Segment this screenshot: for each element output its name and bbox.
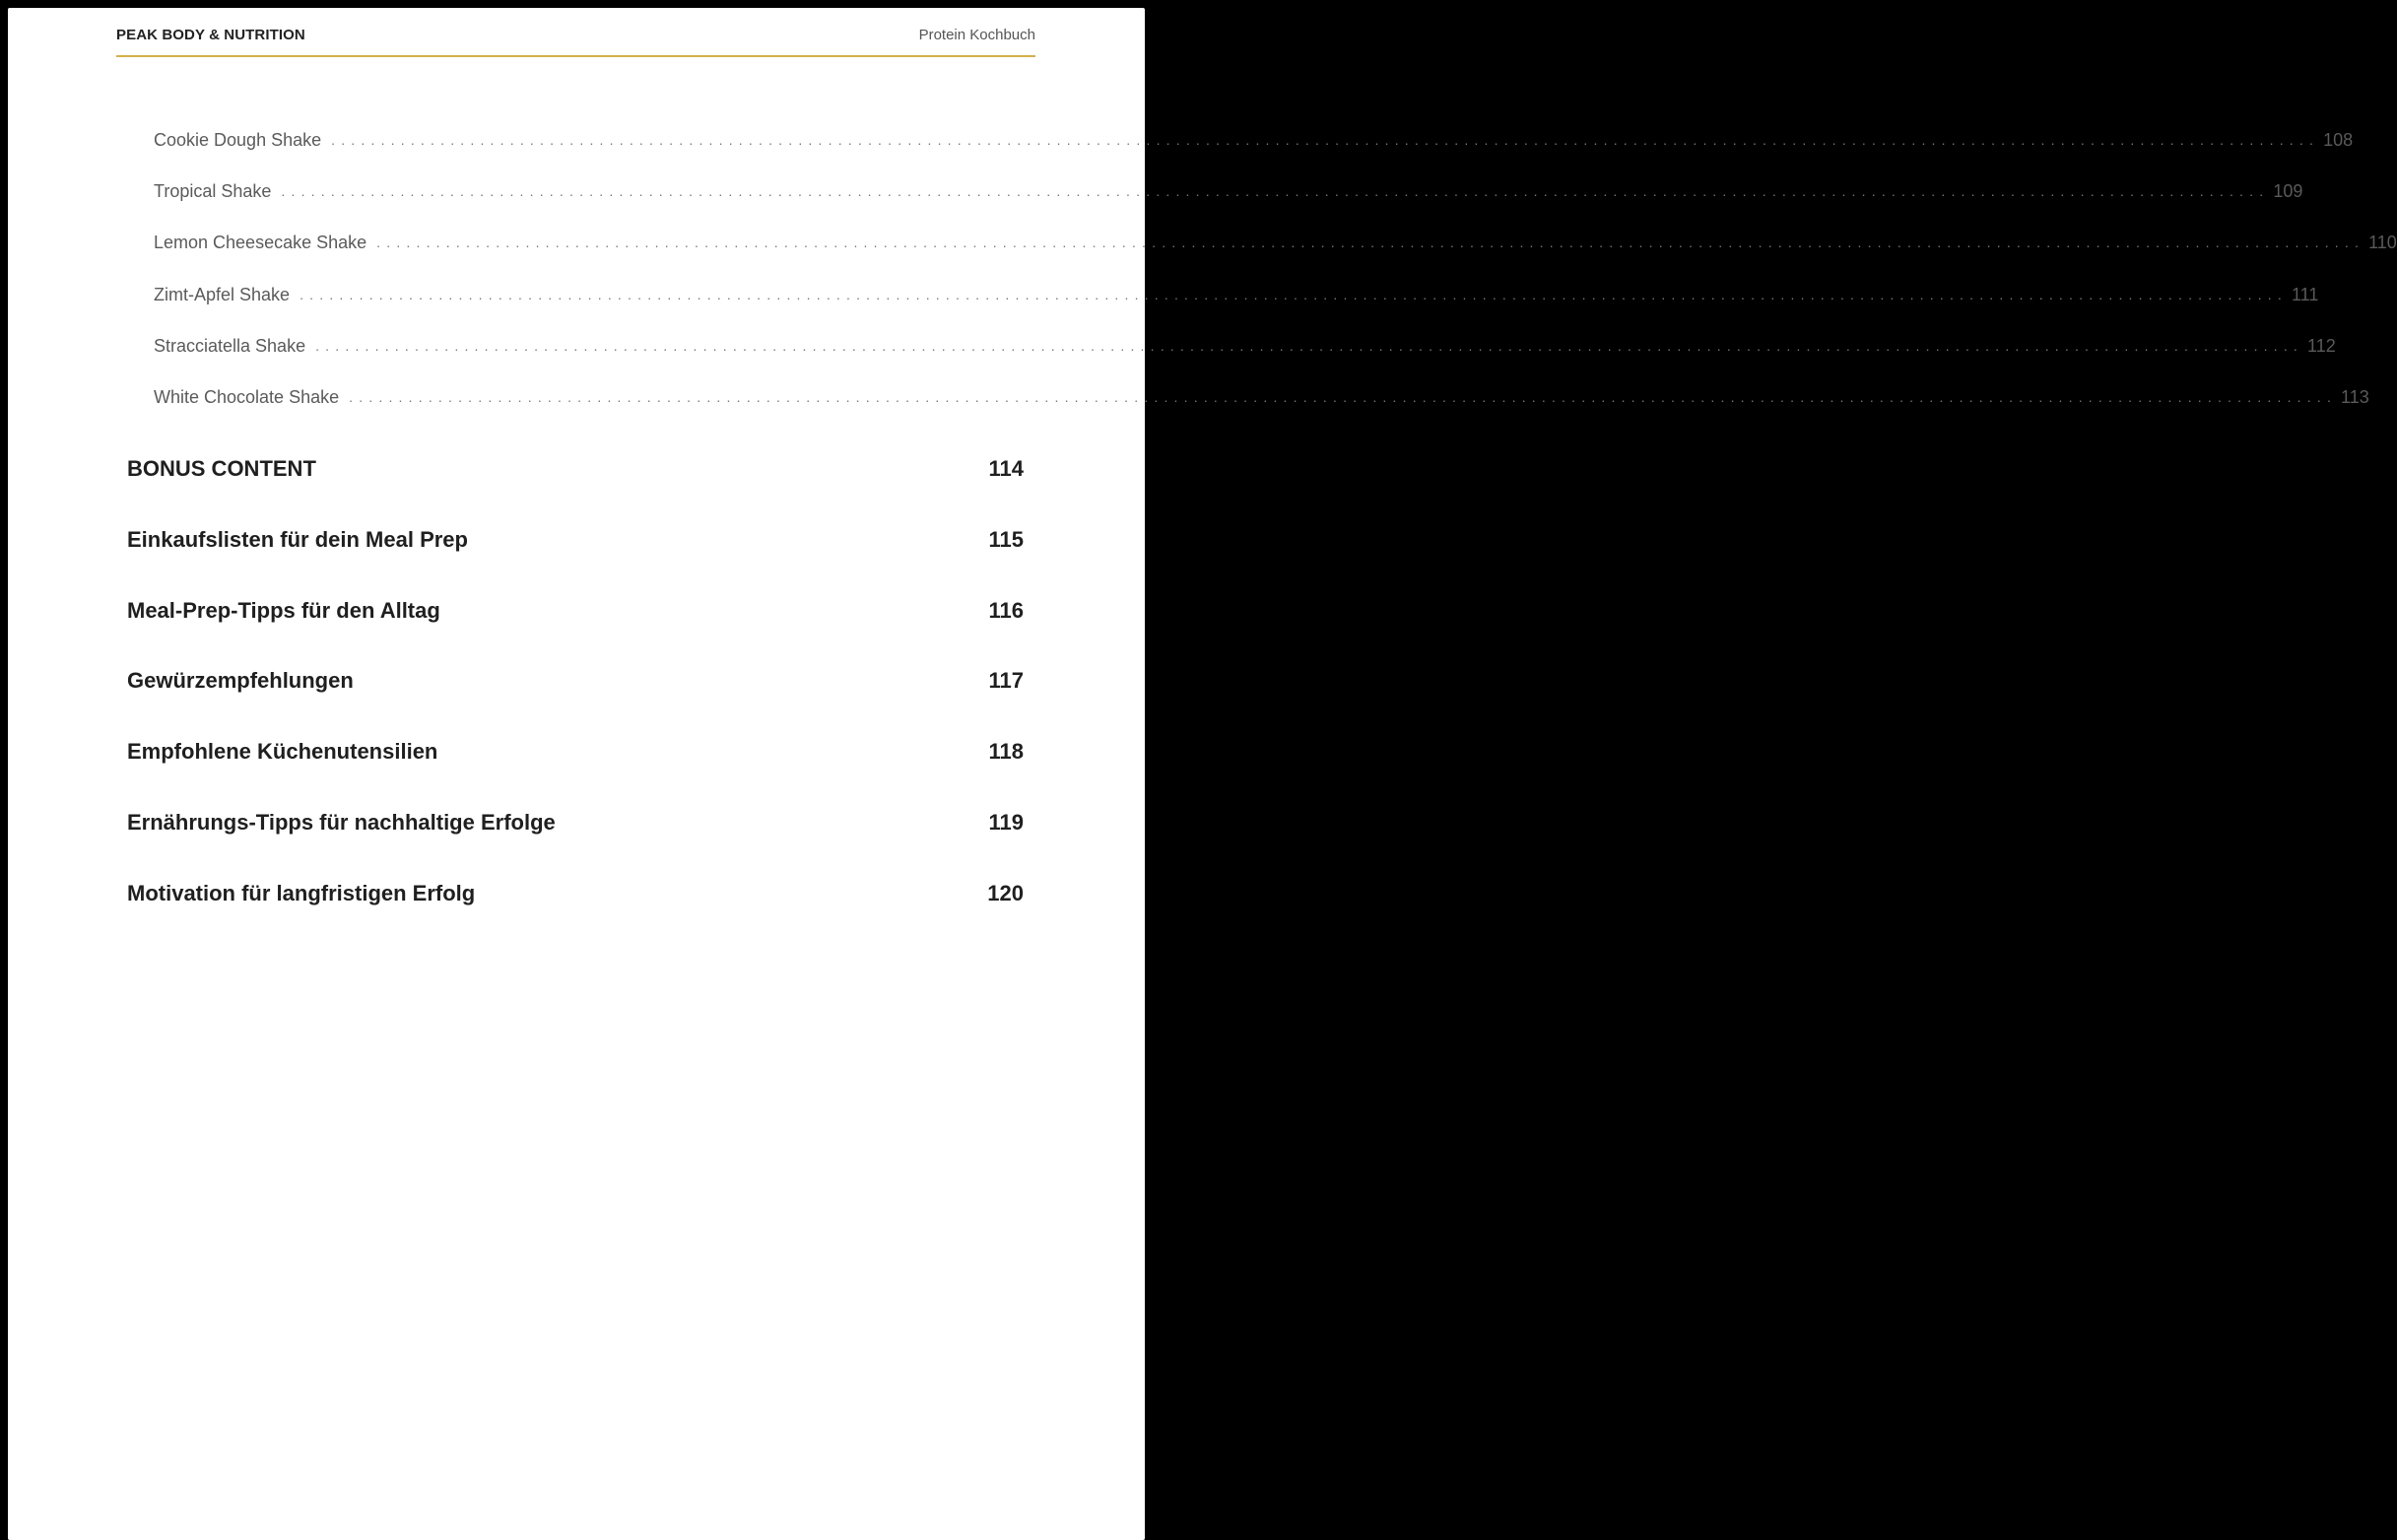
toc-sub-entry-page: 112 [2307,335,2336,356]
toc-sub-entry[interactable] [154,284,2319,336]
toc-main-entry[interactable] [127,527,1024,598]
toc-sub-entry-page: 113 [2341,386,2369,407]
toc-main-entry-label: Ernährungs-Tipps für nachhaltige Erfolge [127,809,556,835]
document-page [8,8,2397,1540]
toc-main-entry-label: Gewürzempfehlungen [127,668,354,694]
dot-leader: ........................................................................................................................................................................................................ [281,183,2270,200]
toc-main-entry-label: Empfohlene Küchenutensilien [127,739,438,765]
toc-main-entry[interactable] [127,456,1024,527]
toc-main-entry-page: 115 [988,526,1024,552]
toc-sub-entry[interactable] [154,386,2369,438]
toc-main-entry-page: 116 [988,597,1024,623]
dot-leader: ........................................................................................................................................................................................................ [349,388,2338,405]
toc-sub-entry[interactable] [154,233,2397,284]
toc-main-entry[interactable] [127,810,1024,881]
toc-main-entry[interactable] [127,739,1024,810]
toc-main-entry-page: 118 [988,739,1024,765]
toc-sub-entry-label: Stracciatella Shake [154,335,306,356]
toc-main-entry-page: 117 [988,668,1024,694]
toc-main-entry[interactable] [127,881,1024,952]
toc-sub-entry[interactable] [154,130,2354,181]
toc-sub-entry-page: 111 [2292,284,2319,304]
toc-main-entry-label: Einkaufslisten für dein Meal Prep [127,526,468,552]
toc-sub-entry[interactable] [154,335,2336,387]
dot-leader: ........................................................................................................................................................................................................ [331,132,2320,148]
toc-main-list [127,456,1024,952]
toc-main-entry-label: BONUS CONTENT [127,456,316,481]
toc-sub-entry-page: 110 [2368,233,2397,253]
dot-leader: ........................................................................................................................................................................................................ [315,337,2304,354]
toc-sub-entry-label: White Chocolate Shake [154,386,340,407]
toc-sub-entry-page: 109 [2273,181,2303,202]
toc-sub-entry-page: 108 [2323,130,2354,150]
toc-main-entry-page: 114 [988,456,1024,481]
toc-main-entry-label: Meal-Prep-Tipps für den Alltag [127,597,440,623]
toc-main-entry-page: 120 [987,880,1024,905]
document-title: Protein Kochbuch [918,27,1035,43]
toc-main-entry[interactable] [127,598,1024,669]
dot-leader: ........................................................................................................................................................................................................ [300,286,2288,302]
brand-name: PEAK BODY & NUTRITION [116,27,305,43]
toc-sub-entry-label: Tropical Shake [154,181,272,202]
toc-sub-entry[interactable] [154,181,2303,233]
toc-sub-entry-label: Zimt-Apfel Shake [154,284,291,304]
toc-sub-list [154,130,2397,438]
toc-sub-entry-label: Lemon Cheesecake Shake [154,233,367,253]
toc-main-entry-label: Motivation für langfristigen Erfolg [127,880,476,905]
dot-leader: ........................................................................................................................................................................................................ [376,234,2365,251]
toc-main-entry[interactable] [127,668,1024,739]
toc-sub-entry-label: Cookie Dough Shake [154,130,322,150]
toc-main-entry-page: 119 [988,809,1024,835]
page-header [116,8,1035,57]
